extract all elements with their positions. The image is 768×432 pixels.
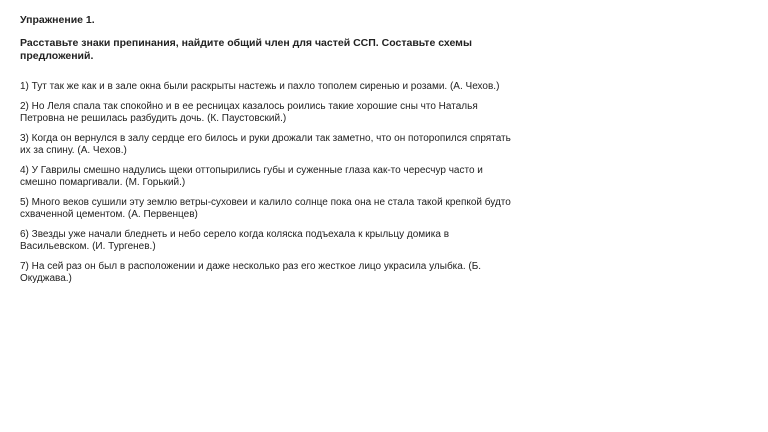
exercise-item-1: 1) Тут так же как и в зале окна были раскрыты настежь и пахло тополем сиренью и розами. (А. Чехов.)	[20, 81, 500, 92]
exercise-item-5: 5) Много веков сушили эту землю ветры-суховеи и калило солнце пока она не стала такой крепкой будто схваченной цементом. (А. Первенцев)	[20, 197, 511, 220]
exercise-item-6: 6) Звезды уже начали бледнеть и небо серело когда коляска подъехала к крыльцу домика в Васильевском. (И. Тургенев.)	[20, 229, 450, 252]
exercise-item-2: 2) Но Леля спала так спокойно и в ее ресницах казалось роились такие хорошие сны что Наталья Петровна не решилась разбудить дочь. (К. Паустовский.)	[20, 101, 478, 124]
exercise-title: Упражнение 1.	[20, 14, 95, 26]
exercise-task: Расставьте знаки препинания, найдите общий член для частей ССП. Составьте схемы предложений.	[20, 37, 472, 62]
exercise-item-3: 3) Когда он вернулся в залу сердце его билось и руки дрожали так заметно, что он поторопился спрятать их за спину. (А. Чехов.)	[20, 133, 511, 156]
exercise-item-7: 7) На сей раз он был в расположении и даже несколько раз его жесткое лицо украсила улыбка. (Б. Окуджава.)	[20, 261, 482, 284]
exercise-item-4: 4) У Гаврилы смешно надулись щеки оттопырились губы и суженные глаза как-то чересчур часто и смешно помаргивали. (М. Горький.)	[20, 165, 483, 188]
document	[20, 14, 520, 293]
